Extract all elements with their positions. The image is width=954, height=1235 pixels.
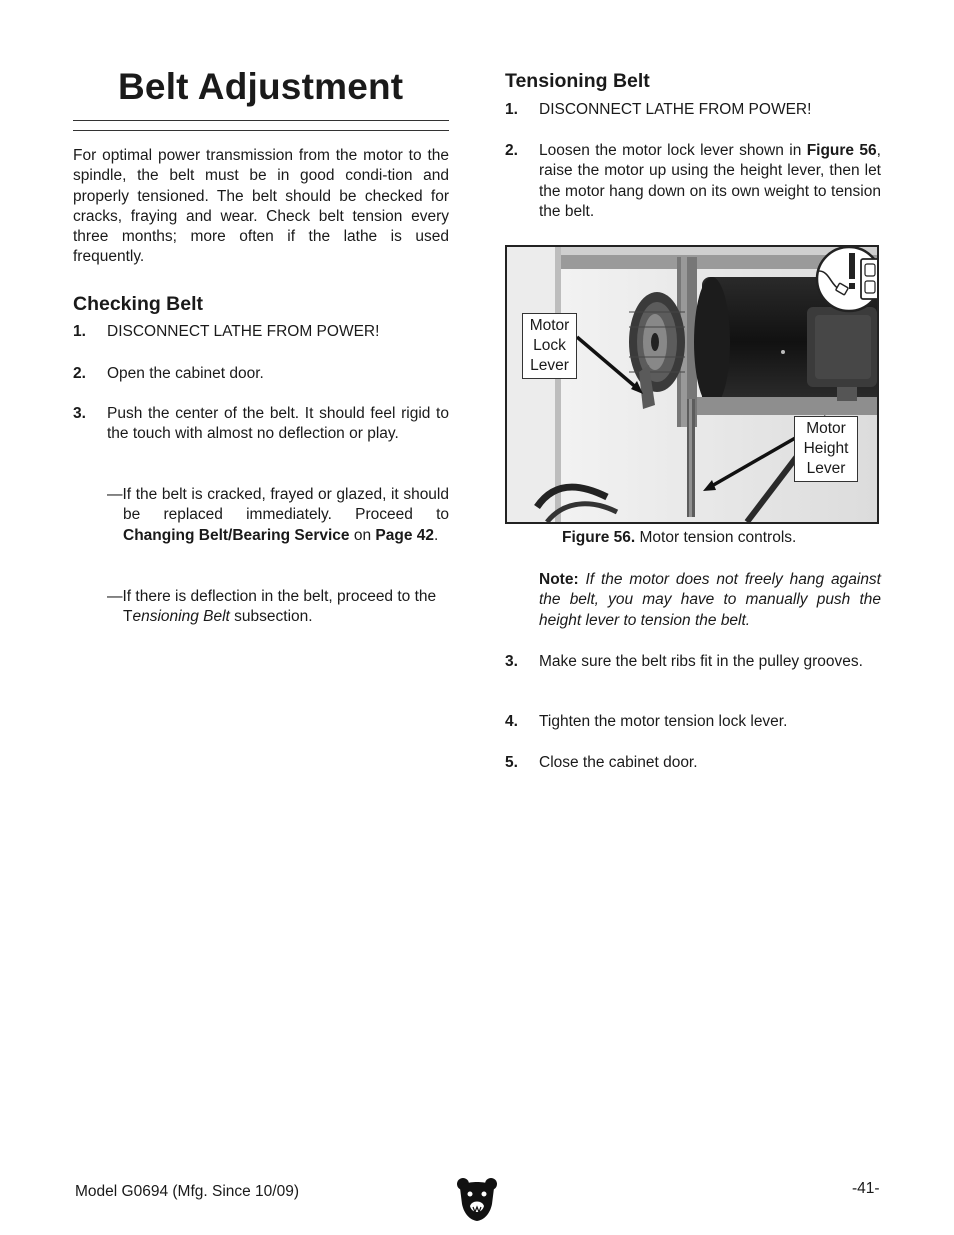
grizzly-bear-logo-icon — [456, 1176, 498, 1222]
intro-paragraph: For optimal power transmission from the motor to the spindle, the belt must be in good condi-tion and properly tensioned. The belt should be checked for cracks, fraying and wear. Check belt tension every three months; more often if the lathe is used frequently. — [73, 147, 449, 266]
deflection-note — [107, 587, 449, 628]
figure-56-reference[interactable]: Figure 56 — [806, 142, 877, 159]
step-number: 1. — [73, 323, 86, 340]
step-number: 2. — [73, 365, 86, 382]
step-text: Make sure the belt ribs fit in the pulley grooves. — [539, 653, 863, 670]
callout-line: Lever — [530, 357, 569, 374]
step-text: Open the cabinet door. — [107, 365, 264, 382]
footer-page-number: -41- — [852, 1180, 880, 1197]
step-number: 2. — [505, 142, 518, 159]
step-number: 1. — [505, 101, 518, 118]
step-text: Loosen the motor lock lever shown in Figure 56, raise the motor up using the height lever, then let the motor hang down on its own weight to tension the belt. — [539, 142, 881, 220]
figure-56-caption — [562, 529, 796, 547]
step-number: 4. — [505, 713, 518, 730]
callout-line: Height — [803, 440, 849, 457]
title-rule-bottom — [73, 130, 449, 131]
note-text: —If the belt is cracked, frayed or glazed, it should be replaced immediately. Proceed to — [107, 486, 449, 524]
step-text: DISCONNECT LATHE FROM POWER! — [539, 101, 812, 118]
step-number: 5. — [505, 754, 518, 771]
callout-line: Lock — [533, 337, 566, 354]
disconnect-power-warning-icon — [811, 245, 879, 317]
note-text: subsection. — [229, 608, 313, 626]
step-text: DISCONNECT LATHE FROM POWER! — [107, 323, 380, 340]
caption-label: Figure 56. — [562, 529, 636, 546]
step-text: Tighten the motor tension lock lever. — [539, 713, 788, 730]
motor-lock-lever-callout — [522, 313, 577, 379]
callout-line: Motor — [529, 317, 570, 334]
motor-height-lever-callout — [794, 416, 858, 482]
callout-line: Lever — [806, 460, 846, 477]
note-text: If the motor does not freely hang against the belt, you may have to manually push the height lever to tension the belt. — [539, 571, 881, 629]
footer-model: Model G0694 (Mfg. Since 10/09) — [75, 1183, 300, 1200]
page-title: Belt Adjustment — [118, 66, 404, 107]
checking-belt-heading: Checking Belt — [73, 293, 204, 315]
callout-line: Motor — [806, 420, 846, 437]
replace-belt-note — [107, 485, 449, 546]
note-label: Note: — [539, 571, 579, 588]
note-text: . — [434, 526, 439, 544]
tensioning-belt-heading: Tensioning Belt — [505, 70, 650, 92]
tensioning-belt-link[interactable]: ensioning Belt — [132, 608, 230, 626]
step-number: 3. — [505, 653, 518, 670]
changing-belt-link[interactable]: Changing Belt/Bearing Service — [123, 526, 350, 544]
note-text: on — [349, 526, 376, 544]
note-text: —If there is deflection in the belt, proceed to the T — [107, 588, 437, 626]
step-number: 3. — [73, 405, 86, 422]
figure-56-photo — [505, 245, 879, 524]
step-text: Close the cabinet door. — [539, 754, 698, 771]
caption-text: Motor tension controls. — [635, 529, 797, 546]
page-42-link[interactable]: Page 42 — [375, 526, 434, 544]
step-text: Push the center of the belt. It should feel rigid to the touch with almost no deflection or play. — [107, 405, 449, 443]
title-rule-top — [73, 120, 449, 121]
height-lever-note — [539, 570, 881, 631]
